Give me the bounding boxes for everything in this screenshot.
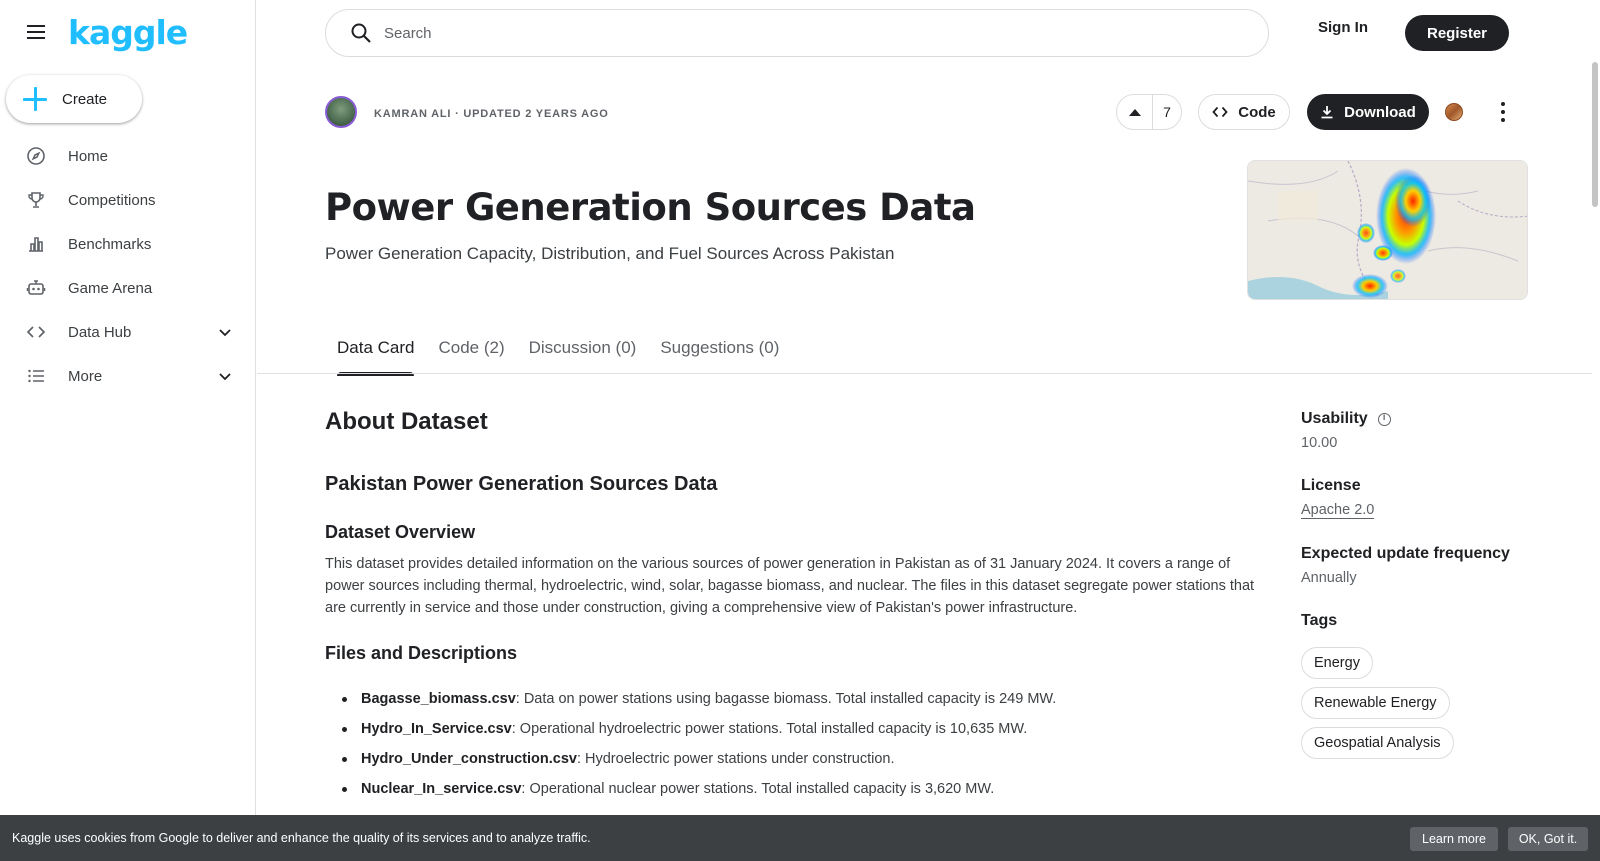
tab-divider	[257, 373, 1592, 374]
tag-energy[interactable]: Energy	[1301, 647, 1373, 679]
learn-more-button[interactable]: Learn more	[1410, 827, 1498, 851]
create-button[interactable]	[6, 75, 142, 123]
tags-label: Tags	[1301, 612, 1338, 629]
files-heading: Files and Descriptions	[325, 643, 518, 663]
file-description: : Data on power stations using bagasse biomass. Total installed capacity is 249 MW.	[515, 691, 1057, 707]
more-options-icon[interactable]	[1500, 102, 1506, 122]
plus-icon	[22, 86, 48, 112]
download-icon	[1320, 105, 1334, 119]
dataset-description	[325, 408, 1265, 808]
list-item	[325, 778, 1265, 800]
chevron-down-icon[interactable]	[217, 324, 233, 340]
sidebar-header	[0, 0, 255, 64]
arrow-up-icon	[1129, 109, 1141, 116]
trophy-icon	[26, 190, 46, 210]
bar-chart-icon	[26, 234, 46, 254]
file-description: : Operational hydroelectric power stations. Total installed capacity is 10,635 MW.	[511, 721, 1028, 737]
tag-geospatial-analysis[interactable]: Geospatial Analysis	[1301, 727, 1454, 759]
update-frequency-label: Expected update frequency	[1301, 545, 1510, 562]
dataset-heading: Pakistan Power Generation Sources Data	[325, 473, 718, 495]
metadata-panel	[1301, 410, 1561, 759]
list-item	[325, 718, 1265, 740]
register-button[interactable]: Register	[1405, 15, 1509, 51]
sidebar-item-home[interactable]	[0, 134, 255, 178]
sidebar-item-label: Home	[68, 147, 109, 165]
file-description: : Hydroelectric power stations under construction.	[576, 751, 895, 767]
upvote-count: 7	[1163, 104, 1171, 120]
compass-icon	[26, 146, 46, 166]
search-icon	[350, 22, 372, 44]
about-heading: About Dataset	[325, 408, 488, 435]
avatar[interactable]	[325, 96, 357, 128]
tab-discussion[interactable]: Discussion (0)	[528, 338, 637, 357]
usability-value: 10.00	[1301, 435, 1338, 451]
code-button-label: Code	[1238, 103, 1276, 121]
sidebar-item-label: Benchmarks	[68, 235, 152, 253]
code-icon	[26, 322, 46, 342]
sidebar-item-label: More	[68, 367, 103, 385]
file-name: Bagasse_biomass.csv	[361, 691, 516, 707]
dataset-meta: KAMRAN ALI · UPDATED 2 YEARS AGO	[374, 108, 609, 120]
download-button[interactable]	[1307, 94, 1429, 130]
sidebar-item-game-arena[interactable]	[0, 266, 255, 310]
chevron-down-icon[interactable]	[217, 368, 233, 384]
robot-icon	[26, 278, 46, 298]
list-item	[325, 748, 1265, 770]
overview-heading: Dataset Overview	[325, 522, 476, 542]
upvote-control	[1116, 94, 1182, 130]
file-name: Hydro_In_Service.csv	[361, 721, 512, 737]
tab-data-card[interactable]: Data Card	[337, 338, 414, 376]
tab-code[interactable]: Code (2)	[438, 338, 505, 357]
usability-label	[1301, 410, 1561, 428]
sidebar	[0, 0, 256, 861]
sidebar-item-competitions[interactable]	[0, 178, 255, 222]
accept-cookies-button[interactable]: OK, Got it.	[1508, 827, 1588, 851]
list-icon	[26, 366, 46, 386]
menu-icon[interactable]	[24, 20, 48, 44]
sidebar-item-benchmarks[interactable]	[0, 222, 255, 266]
bronze-medal-icon	[1445, 103, 1463, 121]
update-frequency-value: Annually	[1301, 570, 1357, 586]
sidebar-item-more[interactable]	[0, 354, 255, 398]
file-description: : Operational nuclear power stations. Total installed capacity is 3,620 MW.	[521, 781, 995, 797]
code-icon	[1212, 104, 1228, 120]
tab-bar	[337, 338, 779, 376]
tag-renewable-energy[interactable]: Renewable Energy	[1301, 687, 1450, 719]
tag-list	[1301, 647, 1561, 759]
tab-suggestions[interactable]: Suggestions (0)	[660, 338, 780, 357]
sidebar-item-label: Competitions	[68, 191, 156, 209]
license-label: License	[1301, 477, 1361, 494]
file-name: Nuclear_In_service.csv	[361, 781, 522, 797]
files-list	[325, 688, 1265, 800]
kaggle-logo[interactable]: kaggle	[68, 12, 188, 52]
create-label: Create	[62, 90, 108, 108]
sign-in-button[interactable]: Sign In	[1318, 19, 1368, 36]
search-input[interactable]	[384, 25, 1244, 42]
usability-label-text: Usability	[1301, 410, 1368, 427]
file-name: Hydro_Under_construction.csv	[361, 751, 577, 767]
download-button-label: Download	[1344, 103, 1416, 121]
dataset-cover-image	[1247, 160, 1528, 300]
license-link[interactable]: Apache 2.0	[1301, 502, 1375, 518]
list-item	[325, 688, 1265, 710]
sidebar-nav	[0, 134, 255, 398]
sidebar-item-label: Data Hub	[68, 323, 132, 341]
cookie-banner	[0, 815, 1600, 861]
sidebar-item-label: Game Arena	[68, 279, 153, 297]
upvote-button[interactable]	[1117, 95, 1153, 129]
scrollbar[interactable]	[1592, 62, 1598, 207]
page-subtitle: Power Generation Capacity, Distribution, and Fuel Sources Across Pakistan	[325, 244, 895, 263]
cookie-text: Kaggle uses cookies from Google to deliver and enhance the quality of its services and to analyze traffic.	[12, 831, 591, 845]
page-title: Power Generation Sources Data	[325, 186, 976, 229]
search-bar[interactable]	[325, 9, 1269, 57]
info-icon[interactable]	[1378, 413, 1391, 426]
sidebar-item-data-hub[interactable]	[0, 310, 255, 354]
overview-text: This dataset provides detailed information on the various sources of power generation in Pakistan as of 31 January 2024. It covers a range of power sources including thermal, hydroelectric, wind, solar, bagasse biomass, and nuclear. The files in this dataset segregate power stations that are currently in service and those under construction, giving a comprehensive view of Pakistan's power infrastructure.	[325, 556, 1255, 616]
code-button[interactable]	[1198, 94, 1290, 130]
